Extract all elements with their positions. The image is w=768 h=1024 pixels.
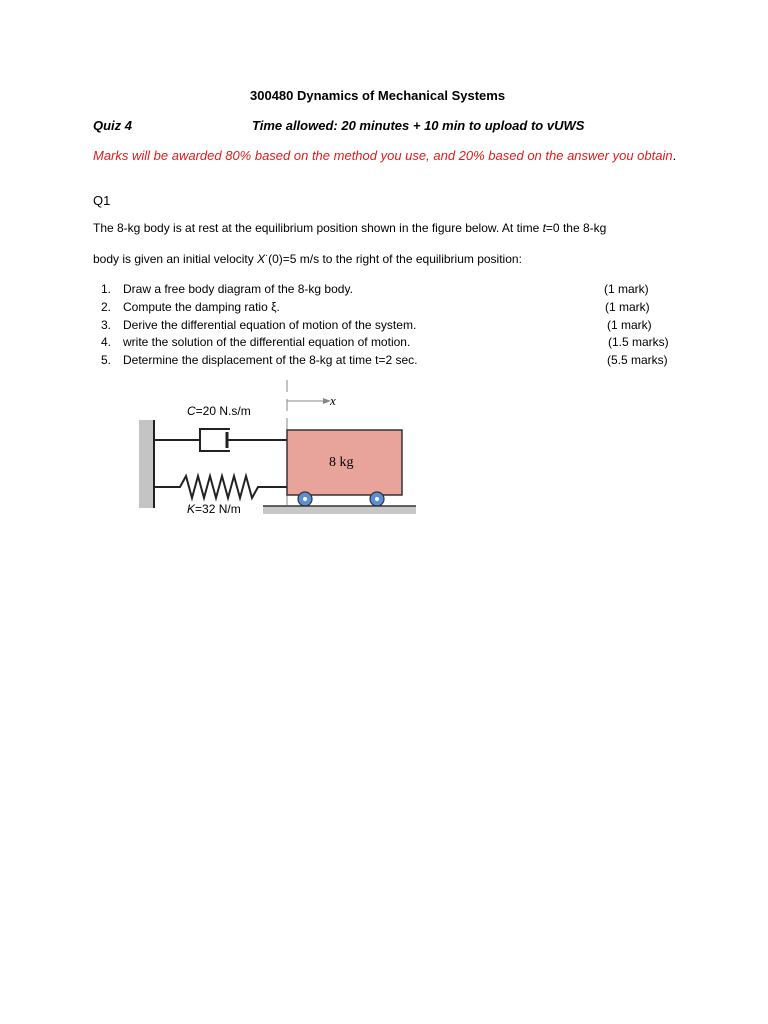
wheel-hub xyxy=(375,497,379,501)
ground xyxy=(263,506,416,514)
task-marks: (1 mark) xyxy=(604,282,649,296)
intro-text: (0)=5 m/s to the right of the equilibrium position: xyxy=(268,252,522,266)
spring xyxy=(154,476,287,498)
velocity-dot: · xyxy=(265,250,269,260)
question-intro-line1 xyxy=(93,221,606,235)
marks-note-text: Marks will be awarded 80% based on the method you use, and 20% based on the answer you obtain xyxy=(93,148,673,163)
task-marks: (5.5 marks) xyxy=(607,353,668,367)
wheel-hub xyxy=(303,497,307,501)
question-intro-line2 xyxy=(93,250,522,266)
intro-text: body is given an initial velocity xyxy=(93,252,258,266)
task-marks: (1 mark) xyxy=(605,300,650,314)
task-number: 2. xyxy=(100,300,111,314)
task-marks: (1.5 marks) xyxy=(608,335,669,349)
task-text: write the solution of the differential equation of motion. xyxy=(123,335,411,349)
damper-value: =20 N.s/m xyxy=(195,404,251,418)
spring-damper-diagram xyxy=(135,375,425,525)
task-number: 3. xyxy=(100,318,111,332)
task-number: 4. xyxy=(100,335,111,349)
document-title: 300480 Dynamics of Mechanical Systems xyxy=(250,88,506,103)
task-text: Determine the displacement of the 8-kg at time t=2 sec. xyxy=(123,353,418,367)
mass-label: 8 kg xyxy=(329,455,354,470)
spring-label xyxy=(187,502,241,516)
spring-symbol: K xyxy=(187,502,196,516)
intro-time-symbol: t xyxy=(542,221,546,235)
task-text: Compute the damping ratio ξ. xyxy=(123,300,280,314)
velocity-symbol: X xyxy=(257,252,266,266)
task-marks: (1 mark) xyxy=(607,318,652,332)
marks-note xyxy=(93,146,693,165)
damper-label xyxy=(187,404,251,418)
marks-note-period: . xyxy=(672,148,677,163)
task-text: Derive the differential equation of motion of the system. xyxy=(123,318,417,332)
intro-text: The 8-kg body is at rest at the equilibrium position shown in the figure below. At time xyxy=(93,221,543,235)
time-allowed: Time allowed: 20 minutes + 10 min to upload to vUWS xyxy=(252,118,585,133)
quiz-label: Quiz 4 xyxy=(93,118,133,133)
spring-value: =32 N/m xyxy=(195,502,241,516)
intro-text: =0 the 8-kg xyxy=(545,221,607,235)
damper xyxy=(154,429,287,451)
task-number: 1. xyxy=(100,282,111,296)
task-number: 5. xyxy=(100,353,111,367)
task-text: Draw a free body diagram of the 8-kg body. xyxy=(123,282,353,296)
damper-symbol: C xyxy=(187,404,196,418)
wall xyxy=(139,420,154,508)
x-axis-label: x xyxy=(330,393,336,408)
question-label: Q1 xyxy=(93,193,111,208)
